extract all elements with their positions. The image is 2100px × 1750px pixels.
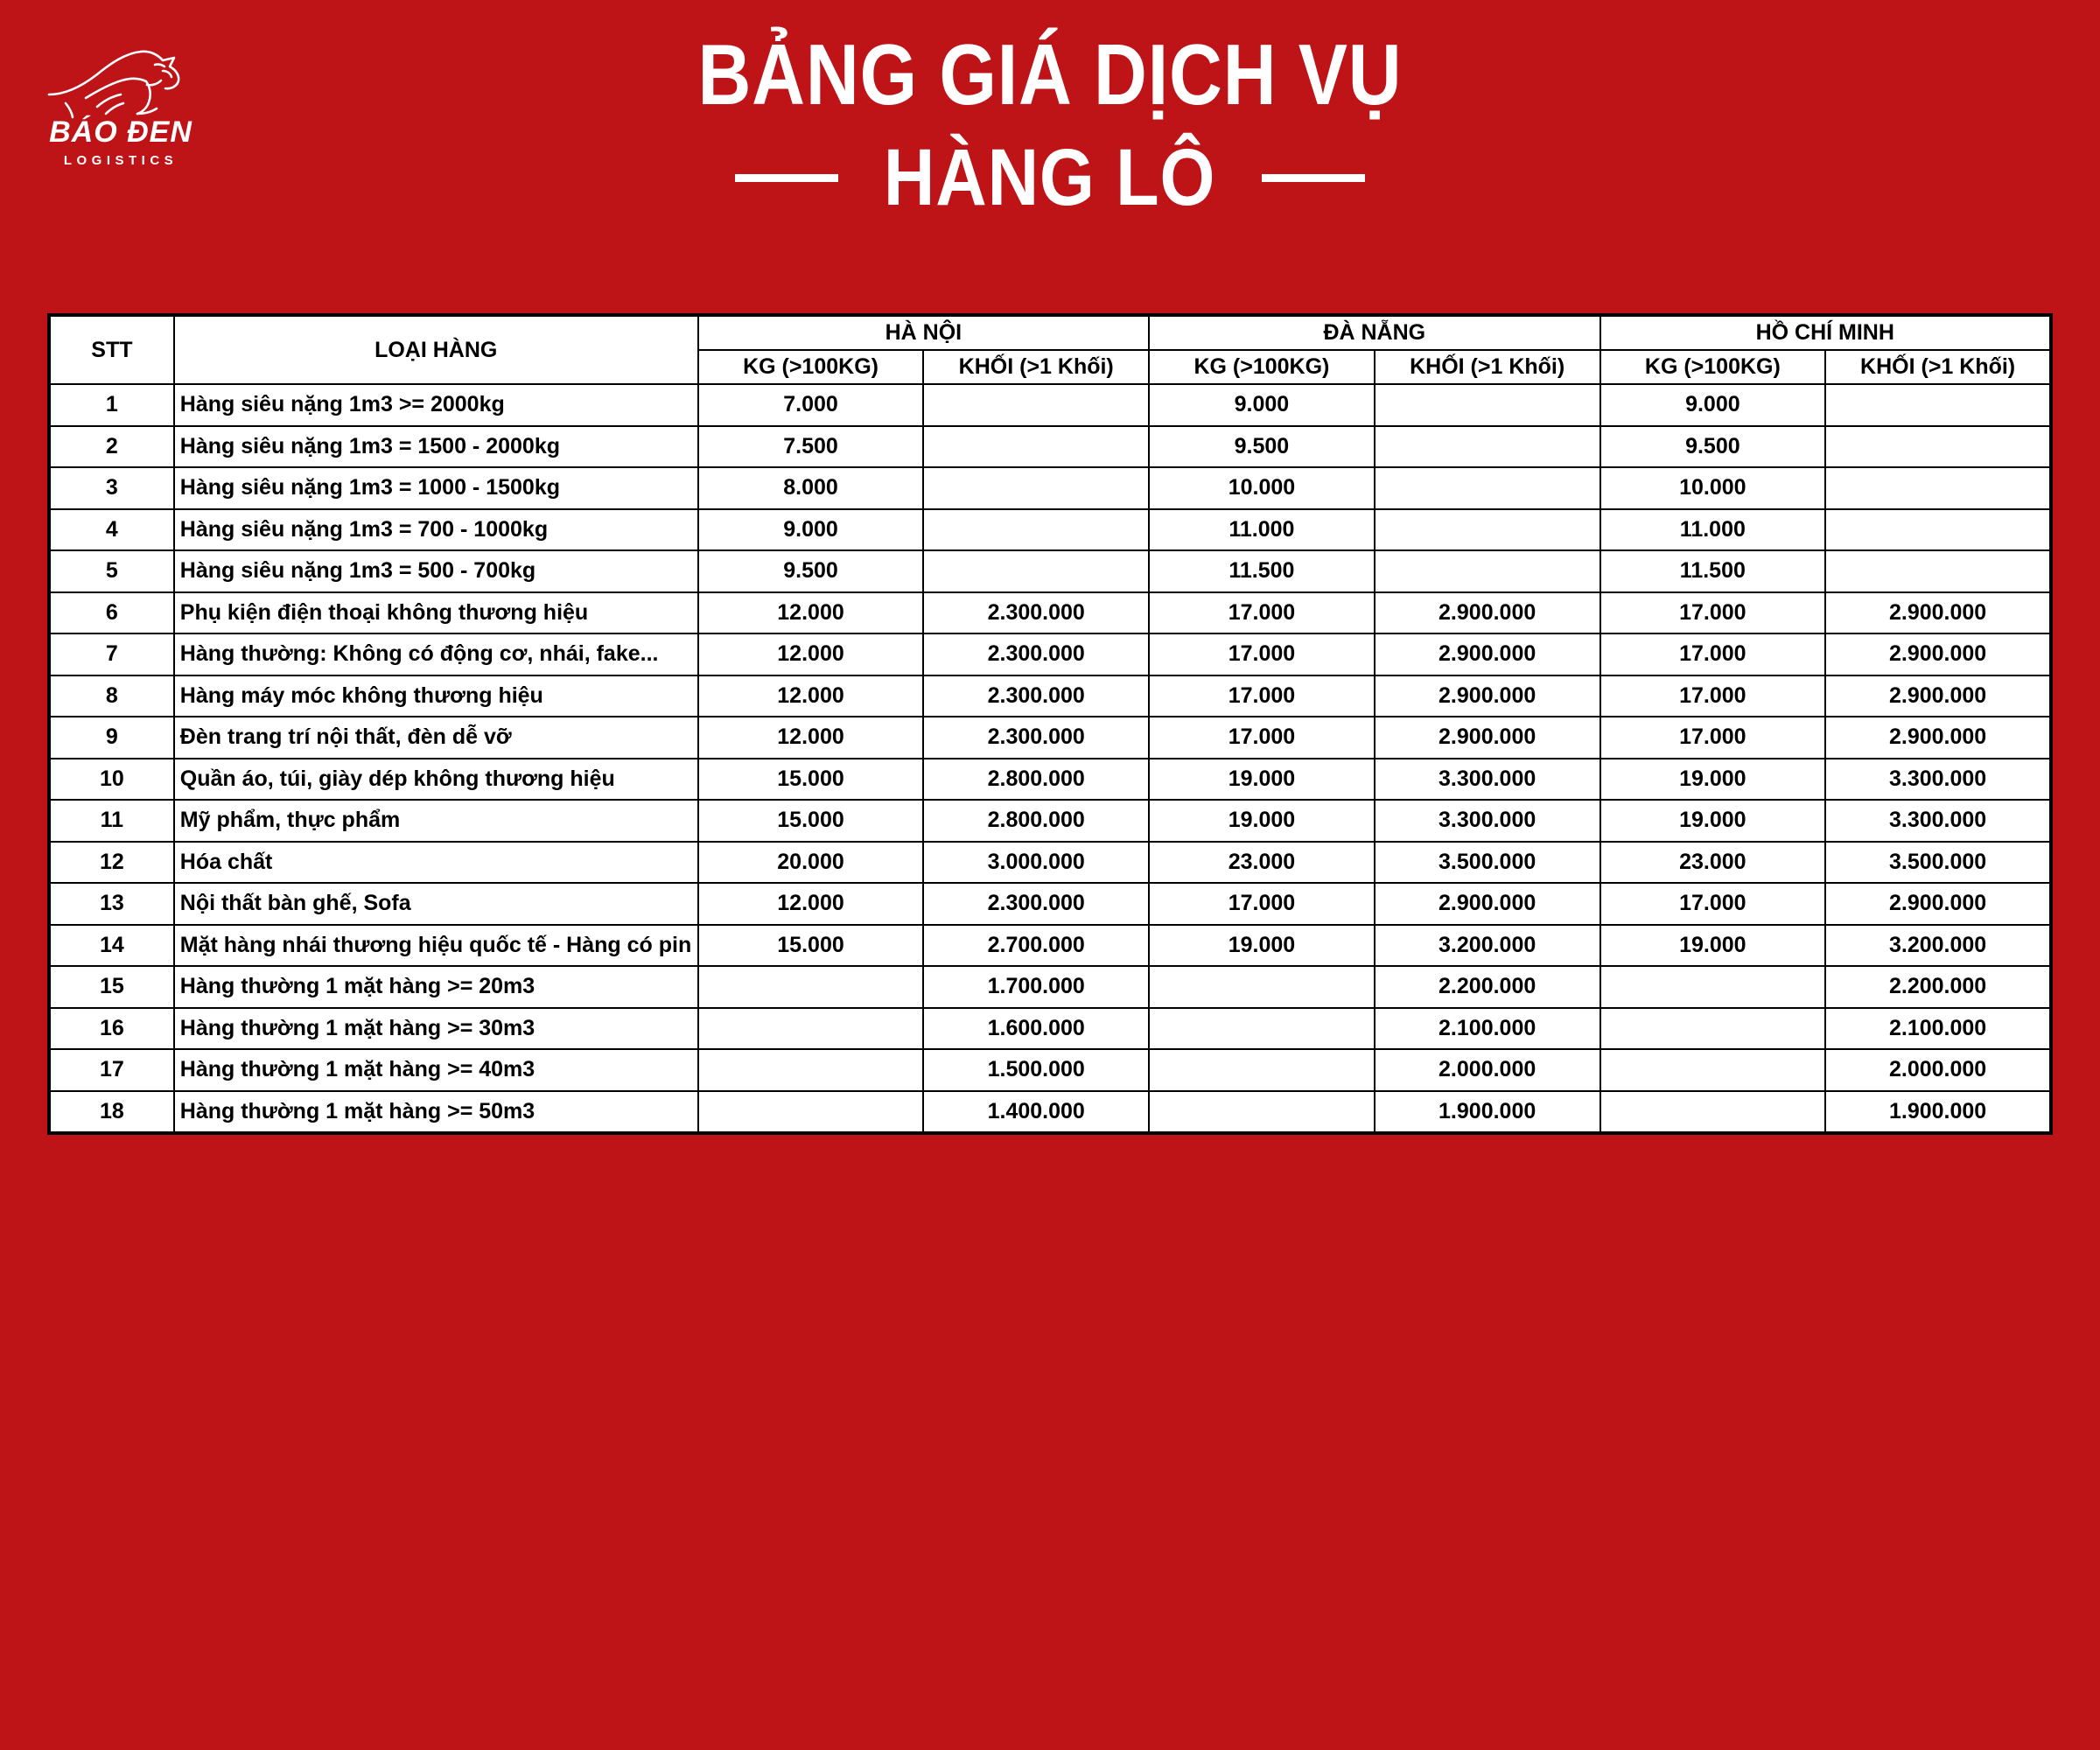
table-row bbox=[49, 550, 2051, 592]
cell-danang-kg: 17.000 bbox=[1149, 883, 1375, 925]
cell-stt: 16 bbox=[49, 1008, 174, 1050]
cell-danang-kg: 11.500 bbox=[1149, 550, 1375, 592]
cell-hanoi-kg: 15.000 bbox=[698, 925, 924, 967]
cell-stt: 5 bbox=[49, 550, 174, 592]
cell-hanoi-khoi: 1.600.000 bbox=[923, 1008, 1149, 1050]
cell-hochiminh-khoi: 2.900.000 bbox=[1825, 634, 2051, 676]
cell-hanoi-khoi: 2.300.000 bbox=[923, 717, 1149, 759]
cell-danang-kg bbox=[1149, 966, 1375, 1008]
cell-hochiminh-kg: 9.500 bbox=[1600, 426, 1826, 468]
col-group-header-hanoi: HÀ NỘI bbox=[698, 315, 1149, 350]
cell-stt: 10 bbox=[49, 759, 174, 801]
cell-hanoi-khoi bbox=[923, 426, 1149, 468]
price-table bbox=[47, 313, 2053, 1135]
cell-hochiminh-khoi: 2.900.000 bbox=[1825, 592, 2051, 634]
cell-danang-kg: 19.000 bbox=[1149, 925, 1375, 967]
cell-hochiminh-kg: 17.000 bbox=[1600, 634, 1826, 676]
cell-hanoi-kg: 15.000 bbox=[698, 800, 924, 842]
cell-danang-khoi bbox=[1375, 384, 1600, 426]
cell-hanoi-kg: 12.000 bbox=[698, 676, 924, 718]
cell-loai-hang: Hàng thường 1 mặt hàng >= 40m3 bbox=[174, 1049, 698, 1091]
cell-hochiminh-kg: 17.000 bbox=[1600, 592, 1826, 634]
cell-hanoi-khoi: 2.800.000 bbox=[923, 759, 1149, 801]
cell-danang-kg bbox=[1149, 1049, 1375, 1091]
cell-danang-kg: 9.000 bbox=[1149, 384, 1375, 426]
cell-hanoi-khoi: 2.700.000 bbox=[923, 925, 1149, 967]
cell-loai-hang: Hàng siêu nặng 1m3 >= 2000kg bbox=[174, 384, 698, 426]
col-group-header-hochiminh: HỒ CHÍ MINH bbox=[1600, 315, 2052, 350]
cell-hochiminh-khoi: 1.900.000 bbox=[1825, 1091, 2051, 1134]
cell-danang-khoi: 3.300.000 bbox=[1375, 759, 1600, 801]
cell-hanoi-khoi: 2.800.000 bbox=[923, 800, 1149, 842]
cell-hochiminh-kg bbox=[1600, 966, 1826, 1008]
cell-stt: 4 bbox=[49, 509, 174, 551]
cell-hanoi-kg bbox=[698, 1049, 924, 1091]
table-row bbox=[49, 384, 2051, 426]
cell-hanoi-khoi: 2.300.000 bbox=[923, 592, 1149, 634]
cell-stt: 15 bbox=[49, 966, 174, 1008]
cell-danang-khoi: 2.900.000 bbox=[1375, 717, 1600, 759]
cell-hanoi-khoi: 2.300.000 bbox=[923, 676, 1149, 718]
cell-danang-kg: 17.000 bbox=[1149, 634, 1375, 676]
cell-hochiminh-kg bbox=[1600, 1008, 1826, 1050]
table-row bbox=[49, 592, 2051, 634]
cell-hanoi-khoi bbox=[923, 509, 1149, 551]
cell-loai-hang: Hàng siêu nặng 1m3 = 1000 - 1500kg bbox=[174, 467, 698, 509]
col-header-danang-kg: KG (>100KG) bbox=[1149, 350, 1375, 384]
cell-danang-khoi: 2.100.000 bbox=[1375, 1008, 1600, 1050]
cell-hanoi-khoi: 1.700.000 bbox=[923, 966, 1149, 1008]
cell-hochiminh-kg: 23.000 bbox=[1600, 842, 1826, 884]
cell-danang-kg bbox=[1149, 1008, 1375, 1050]
cell-loai-hang: Quần áo, túi, giày dép không thương hiệu bbox=[174, 759, 698, 801]
cell-hochiminh-kg: 19.000 bbox=[1600, 759, 1826, 801]
page-title: BẢNG GIÁ DỊCH VỤ bbox=[697, 26, 1403, 122]
cell-hanoi-khoi: 2.300.000 bbox=[923, 634, 1149, 676]
col-header-hanoi-kg: KG (>100KG) bbox=[698, 350, 924, 384]
cell-hanoi-khoi: 1.500.000 bbox=[923, 1049, 1149, 1091]
cell-hochiminh-khoi: 3.200.000 bbox=[1825, 925, 2051, 967]
table-row bbox=[49, 1008, 2051, 1050]
cell-hochiminh-khoi: 3.300.000 bbox=[1825, 759, 2051, 801]
cell-loai-hang: Hàng máy móc không thương hiệu bbox=[174, 676, 698, 718]
cell-hochiminh-kg: 17.000 bbox=[1600, 676, 1826, 718]
cell-danang-kg: 11.000 bbox=[1149, 509, 1375, 551]
cell-stt: 3 bbox=[49, 467, 174, 509]
cell-danang-kg: 17.000 bbox=[1149, 676, 1375, 718]
cell-loai-hang: Hàng thường: Không có động cơ, nhái, fake... bbox=[174, 634, 698, 676]
col-header-loai-hang: LOẠI HÀNG bbox=[174, 315, 698, 384]
cell-stt: 17 bbox=[49, 1049, 174, 1091]
cell-hochiminh-khoi bbox=[1825, 509, 2051, 551]
cell-hochiminh-khoi: 2.200.000 bbox=[1825, 966, 2051, 1008]
table-head-row-1 bbox=[49, 315, 2051, 350]
cell-stt: 18 bbox=[49, 1091, 174, 1134]
table-head bbox=[49, 315, 2051, 384]
col-header-hanoi-khoi: KHỐI (>1 Khối) bbox=[923, 350, 1149, 384]
price-table-container bbox=[47, 313, 2053, 1135]
cell-hochiminh-kg bbox=[1600, 1091, 1826, 1134]
table-body bbox=[49, 384, 2051, 1133]
page-subtitle: HÀNG LÔ bbox=[884, 132, 1216, 222]
dash-right-icon bbox=[1262, 174, 1365, 182]
table-row bbox=[49, 966, 2051, 1008]
cell-stt: 6 bbox=[49, 592, 174, 634]
cell-hanoi-kg: 15.000 bbox=[698, 759, 924, 801]
cell-loai-hang: Mặt hàng nhái thương hiệu quốc tế - Hàng có pin bbox=[174, 925, 698, 967]
cell-hochiminh-kg: 17.000 bbox=[1600, 717, 1826, 759]
table-row bbox=[49, 509, 2051, 551]
cell-hanoi-kg: 9.000 bbox=[698, 509, 924, 551]
table-row bbox=[49, 842, 2051, 884]
cell-hanoi-khoi bbox=[923, 550, 1149, 592]
cell-hochiminh-khoi bbox=[1825, 467, 2051, 509]
cell-danang-khoi: 3.500.000 bbox=[1375, 842, 1600, 884]
poster-header bbox=[0, 0, 2100, 294]
cell-hochiminh-kg: 19.000 bbox=[1600, 925, 1826, 967]
brand-tagline: LOGISTICS bbox=[63, 153, 178, 168]
cell-danang-kg: 9.500 bbox=[1149, 426, 1375, 468]
cell-danang-kg bbox=[1149, 1091, 1375, 1134]
col-header-stt: STT bbox=[49, 315, 174, 384]
dash-left-icon bbox=[735, 174, 838, 182]
cell-hanoi-khoi: 1.400.000 bbox=[923, 1091, 1149, 1134]
cell-hanoi-khoi bbox=[923, 467, 1149, 509]
cell-danang-khoi bbox=[1375, 509, 1600, 551]
cell-danang-kg: 19.000 bbox=[1149, 759, 1375, 801]
cell-hanoi-kg: 9.500 bbox=[698, 550, 924, 592]
col-header-danang-khoi: KHỐI (>1 Khối) bbox=[1375, 350, 1600, 384]
poster-titles bbox=[0, 26, 2100, 222]
cell-danang-kg: 23.000 bbox=[1149, 842, 1375, 884]
cell-hochiminh-kg bbox=[1600, 1049, 1826, 1091]
table-row bbox=[49, 717, 2051, 759]
cell-hanoi-kg: 12.000 bbox=[698, 717, 924, 759]
cell-danang-khoi: 2.900.000 bbox=[1375, 676, 1600, 718]
cell-hochiminh-khoi: 2.900.000 bbox=[1825, 676, 2051, 718]
cell-loai-hang: Hàng siêu nặng 1m3 = 500 - 700kg bbox=[174, 550, 698, 592]
col-header-hochiminh-khoi: KHỐI (>1 Khối) bbox=[1825, 350, 2051, 384]
cell-loai-hang: Phụ kiện điện thoại không thương hiệu bbox=[174, 592, 698, 634]
table-row bbox=[49, 426, 2051, 468]
cell-stt: 12 bbox=[49, 842, 174, 884]
cell-hanoi-kg: 12.000 bbox=[698, 592, 924, 634]
cell-stt: 2 bbox=[49, 426, 174, 468]
cell-hanoi-kg: 7.500 bbox=[698, 426, 924, 468]
cell-hanoi-kg: 7.000 bbox=[698, 384, 924, 426]
cell-hochiminh-khoi: 2.000.000 bbox=[1825, 1049, 2051, 1091]
cell-hochiminh-kg: 19.000 bbox=[1600, 800, 1826, 842]
cell-danang-kg: 17.000 bbox=[1149, 592, 1375, 634]
table-row bbox=[49, 1049, 2051, 1091]
cell-hochiminh-khoi bbox=[1825, 550, 2051, 592]
cell-loai-hang: Đèn trang trí nội thất, đèn dễ vỡ bbox=[174, 717, 698, 759]
cell-hochiminh-kg: 17.000 bbox=[1600, 883, 1826, 925]
table-row bbox=[49, 800, 2051, 842]
table-row bbox=[49, 634, 2051, 676]
cell-danang-khoi bbox=[1375, 467, 1600, 509]
cell-loai-hang: Hàng thường 1 mặt hàng >= 30m3 bbox=[174, 1008, 698, 1050]
cell-stt: 8 bbox=[49, 676, 174, 718]
cell-danang-khoi: 2.900.000 bbox=[1375, 883, 1600, 925]
table-row bbox=[49, 676, 2051, 718]
table-row bbox=[49, 925, 2051, 967]
cell-stt: 11 bbox=[49, 800, 174, 842]
cell-stt: 7 bbox=[49, 634, 174, 676]
cell-hanoi-kg bbox=[698, 1008, 924, 1050]
cell-hochiminh-khoi: 2.900.000 bbox=[1825, 883, 2051, 925]
table-row bbox=[49, 467, 2051, 509]
cell-loai-hang: Hóa chất bbox=[174, 842, 698, 884]
cell-hanoi-kg: 8.000 bbox=[698, 467, 924, 509]
cell-loai-hang: Hàng thường 1 mặt hàng >= 50m3 bbox=[174, 1091, 698, 1134]
cell-loai-hang: Nội thất bàn ghế, Sofa bbox=[174, 883, 698, 925]
table-row bbox=[49, 759, 2051, 801]
cell-danang-khoi: 2.000.000 bbox=[1375, 1049, 1600, 1091]
cell-stt: 1 bbox=[49, 384, 174, 426]
cell-hanoi-kg bbox=[698, 966, 924, 1008]
cell-danang-kg: 10.000 bbox=[1149, 467, 1375, 509]
cell-hanoi-khoi: 2.300.000 bbox=[923, 883, 1149, 925]
cell-danang-khoi: 3.300.000 bbox=[1375, 800, 1600, 842]
col-header-hochiminh-kg: KG (>100KG) bbox=[1600, 350, 1826, 384]
cell-danang-khoi: 3.200.000 bbox=[1375, 925, 1600, 967]
cell-hochiminh-khoi bbox=[1825, 384, 2051, 426]
cell-danang-kg: 19.000 bbox=[1149, 800, 1375, 842]
cell-hochiminh-khoi: 2.900.000 bbox=[1825, 717, 2051, 759]
cell-hochiminh-kg: 11.500 bbox=[1600, 550, 1826, 592]
cell-hanoi-khoi bbox=[923, 384, 1149, 426]
table-row bbox=[49, 1091, 2051, 1134]
cell-hochiminh-khoi: 3.500.000 bbox=[1825, 842, 2051, 884]
cell-hochiminh-kg: 9.000 bbox=[1600, 384, 1826, 426]
cell-hanoi-kg: 20.000 bbox=[698, 842, 924, 884]
cell-hochiminh-kg: 11.000 bbox=[1600, 509, 1826, 551]
cell-hochiminh-khoi: 2.100.000 bbox=[1825, 1008, 2051, 1050]
cell-hanoi-kg bbox=[698, 1091, 924, 1134]
cell-loai-hang: Hàng siêu nặng 1m3 = 700 - 1000kg bbox=[174, 509, 698, 551]
cell-hochiminh-khoi: 3.300.000 bbox=[1825, 800, 2051, 842]
table-row bbox=[49, 883, 2051, 925]
cell-stt: 13 bbox=[49, 883, 174, 925]
cell-hanoi-kg: 12.000 bbox=[698, 883, 924, 925]
cell-danang-khoi bbox=[1375, 550, 1600, 592]
cell-danang-kg: 17.000 bbox=[1149, 717, 1375, 759]
cell-loai-hang: Hàng siêu nặng 1m3 = 1500 - 2000kg bbox=[174, 426, 698, 468]
cell-danang-khoi: 1.900.000 bbox=[1375, 1091, 1600, 1134]
cell-hanoi-kg: 12.000 bbox=[698, 634, 924, 676]
col-group-header-danang: ĐÀ NẴNG bbox=[1149, 315, 1600, 350]
cell-stt: 14 bbox=[49, 925, 174, 967]
cell-hochiminh-khoi bbox=[1825, 426, 2051, 468]
cell-hanoi-khoi: 3.000.000 bbox=[923, 842, 1149, 884]
brand-name: BÁO ĐEN bbox=[49, 116, 192, 149]
cell-danang-khoi: 2.900.000 bbox=[1375, 592, 1600, 634]
cell-loai-hang: Mỹ phẩm, thực phẩm bbox=[174, 800, 698, 842]
cell-stt: 9 bbox=[49, 717, 174, 759]
cell-loai-hang: Hàng thường 1 mặt hàng >= 20m3 bbox=[174, 966, 698, 1008]
cell-danang-khoi: 2.200.000 bbox=[1375, 966, 1600, 1008]
cell-danang-khoi: 2.900.000 bbox=[1375, 634, 1600, 676]
cell-hochiminh-kg: 10.000 bbox=[1600, 467, 1826, 509]
cell-danang-khoi bbox=[1375, 426, 1600, 468]
